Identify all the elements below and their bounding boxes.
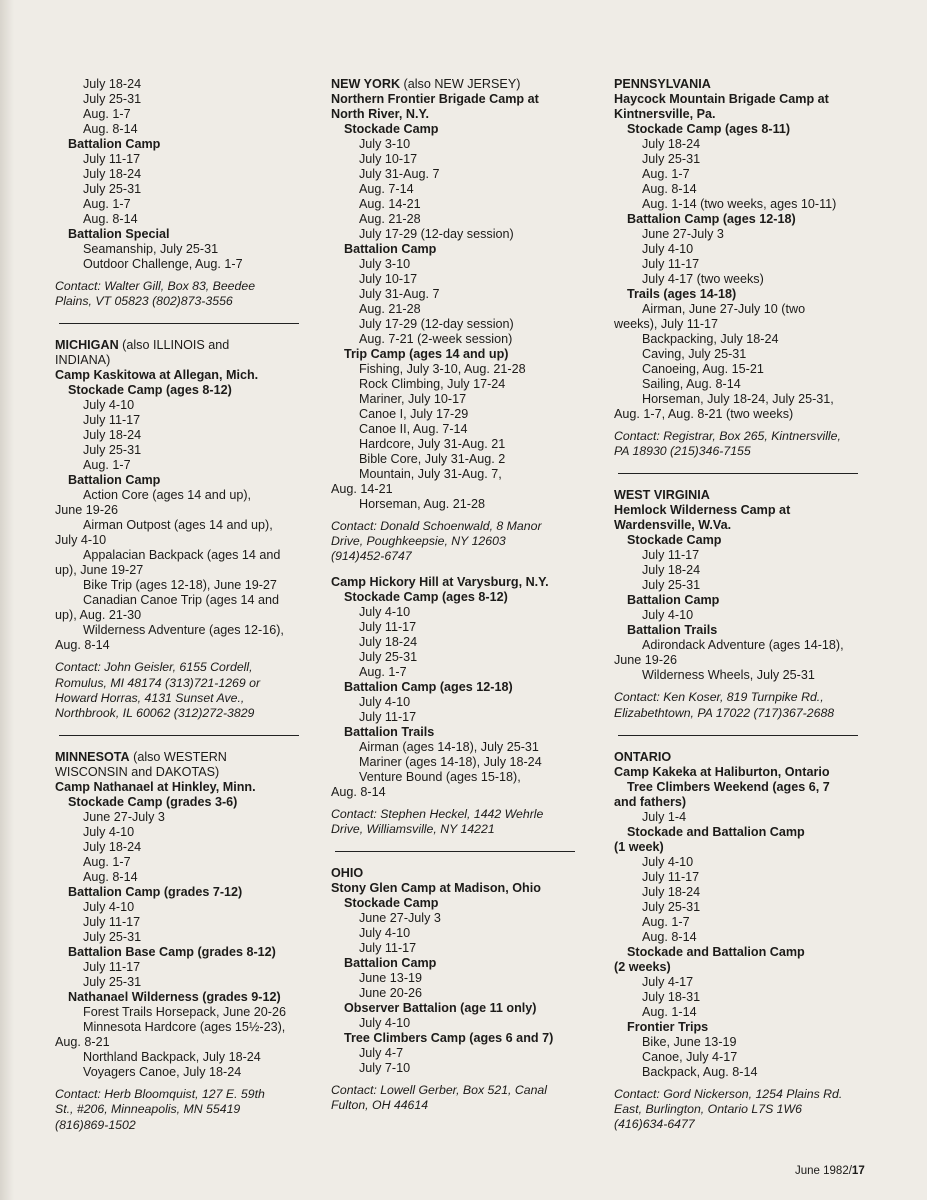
schedule-line: July 11-17	[359, 709, 417, 724]
schedule-line: Aug. 1-14 (two weeks, ages 10-11)	[642, 197, 837, 211]
schedule-line: June 20-26	[359, 986, 423, 1001]
schedule-line: up), Aug. 21-30	[55, 608, 142, 623]
page-edge	[0, 0, 14, 1200]
schedule-line: Mountain, July 31-Aug. 7,	[359, 467, 502, 481]
camp-name: Camp Kakeka at Haliburton, Ontario	[614, 764, 830, 779]
schedule-line: WISCONSIN and DAKOTAS)	[55, 765, 220, 780]
contact-info: Contact: John Geisler, 6155 Cordell, Romulus, MI 48174 (313)721-1269 or Howard Horras, 4131 Sunset Ave., Northbrook, IL 60062 (312)272-3829	[55, 660, 261, 721]
section-divider	[335, 851, 575, 852]
program-heading: Nathanael Wilderness (grades 9-12)	[68, 990, 281, 1005]
schedule-line: weeks), July 11-17	[614, 317, 719, 331]
state-heading	[55, 750, 305, 765]
schedule-line: Hardcore, July 31-Aug. 21	[359, 437, 506, 451]
schedule-line: Forest Trails Horsepack, June 20-26	[83, 1005, 286, 1020]
schedule-line: July 25-31	[642, 578, 701, 593]
schedule-line: Mariner (ages 14-18), July 18-24	[359, 754, 542, 769]
schedule-line: July 18-24	[83, 428, 142, 443]
program-heading: Battalion Special	[68, 227, 170, 241]
program-heading: Stockade and Battalion Camp	[627, 944, 805, 959]
schedule-line: Aug. 1-7	[83, 855, 131, 870]
camp-name: Haycock Mountain Brigade Camp at	[614, 92, 829, 106]
schedule-line: July 17-29 (12-day session)	[359, 227, 514, 241]
camp-name: (1 week)	[614, 839, 664, 854]
schedule-line: July 25-31	[83, 92, 142, 106]
schedule-line: July 25-31	[642, 152, 701, 166]
camp-name: (2 weeks)	[614, 959, 671, 974]
camp-name: Hemlock Wilderness Camp at	[614, 503, 791, 518]
schedule-line: Voyagers Canoe, July 18-24	[83, 1065, 242, 1080]
schedule-line: Appalacian Backpack (ages 14 and	[83, 548, 281, 563]
schedule-line: July 11-17	[83, 960, 141, 975]
contact-info: Contact: Registrar, Box 265, Kintnersville, PA 18930 (215)346-7155	[614, 429, 841, 459]
schedule-line: July 4-17	[642, 974, 694, 989]
schedule-line: Horseman, Aug. 21-28	[359, 497, 486, 511]
schedule-line: July 18-24	[359, 634, 418, 649]
schedule-line: up), June 19-27	[55, 563, 144, 578]
schedule-line: Minnesota Hardcore (ages 15½-23),	[83, 1020, 286, 1035]
schedule-line: Seamanship, July 25-31	[83, 242, 219, 256]
schedule-line: Rock Climbing, July 17-24	[359, 377, 506, 391]
schedule-line: July 3-10	[359, 137, 411, 151]
schedule-line: July 11-17	[83, 413, 141, 428]
schedule-line: Canoe II, Aug. 7-14	[359, 422, 468, 436]
schedule-line: July 25-31	[83, 182, 142, 196]
state-note: (also NEW JERSEY)	[400, 77, 521, 91]
schedule-line: July 11-17	[359, 941, 417, 956]
schedule-line: July 18-31	[642, 989, 701, 1004]
schedule-line: Canoeing, Aug. 15-21	[642, 362, 764, 376]
state-heading	[331, 77, 581, 92]
schedule-line: Venture Bound (ages 15-18),	[359, 769, 521, 784]
schedule-line: July 4-10	[83, 398, 135, 413]
schedule-line: Aug. 7-14	[359, 182, 414, 196]
program-heading: Battalion Camp (ages 12-18)	[344, 679, 513, 694]
schedule-line: Aug. 1-7	[642, 914, 690, 929]
state-heading: WEST VIRGINIA	[614, 488, 710, 503]
spacer	[331, 565, 581, 575]
schedule-line: July 4-10	[359, 926, 411, 941]
section-divider	[59, 735, 299, 736]
program-heading: Observer Battalion (age 11 only)	[344, 1001, 537, 1016]
program-heading: Stockade Camp (ages 8-12)	[344, 589, 508, 604]
schedule-line: Backpacking, July 18-24	[642, 332, 779, 346]
schedule-line: Aug. 1-7	[83, 458, 131, 473]
contact-info: Contact: Gord Nickerson, 1254 Plains Rd. East, Burlington, Ontario L7S 1W6 (416)634-6477	[614, 1086, 843, 1132]
schedule-line: Aug. 7-21 (2-week session)	[359, 332, 513, 346]
schedule-line: July 4-10	[642, 854, 694, 869]
schedule-line: July 31-Aug. 7	[359, 167, 440, 181]
schedule-line: Bike, June 13-19	[642, 1034, 737, 1049]
schedule-line: Aug. 8-14	[83, 122, 138, 136]
schedule-line: Sailing, Aug. 8-14	[642, 377, 741, 391]
schedule-line: July 11-17	[642, 548, 700, 563]
camp-name: Camp Hickory Hill at Varysburg, N.Y.	[331, 574, 549, 589]
schedule-line: July 4-17 (two weeks)	[642, 272, 764, 286]
program-heading: Battalion Camp	[627, 593, 720, 608]
column-2	[331, 77, 581, 1113]
schedule-line: July 4-10	[642, 242, 694, 256]
schedule-line: Horseman, July 18-24, July 25-31,	[642, 392, 834, 406]
schedule-line: Aug. 1-7, Aug. 8-21 (two weeks)	[614, 407, 794, 421]
schedule-line: July 18-24	[83, 167, 142, 181]
contact-info: Contact: Donald Schoenwald, 8 Manor Drive, Poughkeepsie, NY 12603 (914)452-6747	[331, 519, 542, 564]
program-heading: Tree Climbers Camp (ages 6 and 7)	[344, 1031, 554, 1046]
schedule-line: Aug. 21-28	[359, 212, 421, 226]
program-heading: Stockade Camp	[344, 122, 439, 136]
camp-name: and fathers)	[614, 794, 687, 809]
camp-name: North River, N.Y.	[331, 107, 429, 121]
program-heading: Stockade and Battalion Camp	[627, 824, 805, 839]
schedule-line: July 11-17	[83, 915, 141, 930]
schedule-line: June 27-July 3	[83, 810, 165, 825]
camp-name: Northern Frontier Brigade Camp at	[331, 92, 539, 106]
schedule-line: June 19-26	[614, 653, 678, 668]
program-heading: Stockade Camp	[344, 896, 439, 911]
program-heading: Tree Climbers Weekend (ages 6, 7	[627, 779, 830, 794]
schedule-line: Aug. 1-7	[83, 107, 131, 121]
schedule-line: Bike Trip (ages 12-18), June 19-27	[83, 578, 277, 593]
schedule-line: July 18-24	[642, 563, 701, 578]
schedule-line: Aug. 14-21	[359, 197, 421, 211]
state-name: MICHIGAN	[55, 338, 119, 353]
schedule-line: Aug. 14-21	[331, 482, 393, 496]
camp-name: Camp Kaskitowa at Allegan, Mich.	[55, 368, 259, 383]
schedule-line: Aug. 1-7	[642, 167, 690, 181]
schedule-line: June 19-26	[55, 503, 119, 518]
program-heading: Battalion Trails	[627, 623, 718, 638]
schedule-line: July 4-10	[55, 533, 107, 548]
program-heading: Battalion Camp (grades 7-12)	[68, 885, 243, 900]
program-heading: Trails (ages 14-18)	[627, 287, 737, 301]
section-divider	[59, 323, 299, 324]
schedule-line: Airman (ages 14-18), July 25-31	[359, 739, 539, 754]
schedule-line: July 18-24	[642, 137, 701, 151]
schedule-line: Aug. 8-21	[55, 1035, 110, 1050]
schedule-line: July 18-24	[642, 884, 701, 899]
footer-date: June 1982/	[795, 1165, 852, 1177]
program-heading: Stockade Camp	[627, 533, 722, 548]
program-heading: Battalion Camp	[344, 956, 437, 971]
schedule-line: July 4-10	[359, 604, 411, 619]
schedule-line: Canoe I, July 17-29	[359, 407, 469, 421]
contact-info: Contact: Herb Bloomquist, 127 E. 59th St., #206, Minneapolis, MN 55419 (816)869-1502	[55, 1087, 265, 1132]
schedule-line: Aug. 21-28	[359, 302, 421, 316]
state-heading: OHIO	[331, 866, 364, 881]
schedule-line: Aug. 1-7	[83, 197, 131, 211]
schedule-line: June 27-July 3	[359, 911, 441, 926]
schedule-line: Aug. 1-14	[642, 1004, 697, 1019]
program-heading: Stockade Camp (ages 8-11)	[627, 122, 791, 136]
schedule-line: Caving, July 25-31	[642, 347, 747, 361]
contact-info: Contact: Walter Gill, Box 83, Beedee Plains, VT 05823 (802)873-3556	[55, 279, 256, 309]
schedule-line: Mariner, July 10-17	[359, 392, 467, 406]
schedule-line: July 4-10	[359, 694, 411, 709]
schedule-line: Airman, June 27-July 10 (two	[642, 302, 806, 316]
schedule-line: July 10-17	[359, 272, 418, 286]
schedule-line: Backpack, Aug. 8-14	[642, 1064, 758, 1079]
schedule-line: Bible Core, July 31-Aug. 2	[359, 452, 506, 466]
state-heading	[55, 338, 305, 353]
state-heading: PENNSYLVANIA	[614, 77, 711, 91]
program-heading: Battalion Base Camp (grades 8-12)	[68, 945, 276, 960]
schedule-line: Wilderness Wheels, July 25-31	[642, 668, 815, 683]
program-heading: Stockade Camp (grades 3-6)	[68, 795, 238, 810]
schedule-line: Wilderness Adventure (ages 12-16),	[83, 623, 284, 638]
schedule-line: July 18-24	[83, 840, 142, 855]
schedule-line: Canoe, July 4-17	[642, 1049, 738, 1064]
schedule-line: Aug. 8-14	[331, 784, 386, 799]
schedule-line: Aug. 8-14	[642, 182, 697, 196]
schedule-line: July 4-10	[83, 825, 135, 840]
schedule-line: July 25-31	[359, 649, 418, 664]
camp-name: Camp Nathanael at Hinkley, Minn.	[55, 780, 256, 795]
column-3	[614, 77, 869, 1132]
schedule-line: July 25-31	[83, 975, 142, 990]
program-heading: Battalion Camp	[344, 242, 437, 256]
column-1	[55, 77, 305, 1133]
schedule-line: Canadian Canoe Trip (ages 14 and	[83, 593, 280, 608]
schedule-line: June 13-19	[359, 971, 423, 986]
contact-info: Contact: Stephen Heckel, 1442 Wehrle Drive, Williamsville, NY 14221	[331, 806, 544, 836]
program-heading: Stockade Camp (ages 8-12)	[68, 383, 232, 398]
schedule-line: July 1-4	[642, 809, 687, 824]
schedule-line: July 10-17	[359, 152, 418, 166]
schedule-line: Outdoor Challenge, Aug. 1-7	[83, 257, 243, 271]
schedule-line: July 25-31	[83, 443, 142, 458]
schedule-line: July 17-29 (12-day session)	[359, 317, 514, 331]
schedule-line: Northland Backpack, July 18-24	[83, 1050, 261, 1065]
schedule-line: Airman Outpost (ages 14 and up),	[83, 518, 273, 533]
schedule-line: July 11-17	[642, 257, 700, 271]
program-heading: Battalion Camp (ages 12-18)	[627, 212, 796, 226]
schedule-line: July 4-10	[83, 900, 135, 915]
schedule-line: Aug. 8-14	[55, 638, 110, 653]
program-heading: Frontier Trips	[627, 1019, 709, 1034]
state-name: NEW YORK	[331, 77, 401, 91]
schedule-line: July 4-10	[359, 1016, 411, 1031]
schedule-line: Fishing, July 3-10, Aug. 21-28	[359, 362, 526, 376]
contact-info: Contact: Ken Koser, 819 Turnpike Rd., Elizabethtown, PA 17022 (717)367-2688	[614, 690, 835, 720]
schedule-line: July 11-17	[83, 152, 141, 166]
schedule-line: July 18-24	[83, 77, 142, 91]
page-number: 17	[851, 1165, 865, 1177]
schedule-line: June 27-July 3	[642, 227, 724, 241]
schedule-line: July 11-17	[359, 619, 417, 634]
schedule-line: INDIANA)	[55, 353, 111, 368]
schedule-line: July 25-31	[83, 930, 142, 945]
state-note: (also ILLINOIS and	[118, 338, 230, 353]
state-name: MINNESOTA	[55, 750, 130, 765]
schedule-line: July 7-10	[359, 1061, 411, 1076]
section-divider	[618, 473, 858, 474]
program-heading: Battalion Camp	[68, 137, 161, 151]
program-heading: Battalion Trails	[344, 724, 435, 739]
schedule-line: Adirondack Adventure (ages 14-18),	[642, 638, 844, 653]
page-footer	[795, 1165, 865, 1177]
schedule-line: July 4-7	[359, 1046, 404, 1061]
schedule-line: July 31-Aug. 7	[359, 287, 440, 301]
schedule-line: July 3-10	[359, 257, 411, 271]
camp-name: Kintnersville, Pa.	[614, 107, 716, 121]
program-heading: Trip Camp (ages 14 and up)	[344, 347, 509, 361]
contact-info: Contact: Lowell Gerber, Box 521, Canal Fulton, OH 44614	[331, 1083, 547, 1113]
section-divider	[618, 735, 858, 736]
schedule-line: Aug. 8-14	[642, 929, 697, 944]
schedule-line: Aug. 8-14	[83, 212, 138, 226]
program-heading: Battalion Camp	[68, 473, 161, 488]
schedule-line: July 25-31	[642, 899, 701, 914]
state-heading: ONTARIO	[614, 749, 672, 764]
schedule-line: Action Core (ages 14 and up),	[83, 488, 252, 503]
camp-name: Wardensville, W.Va.	[614, 518, 732, 533]
schedule-line: Aug. 1-7	[359, 664, 407, 679]
state-note: (also WESTERN	[129, 750, 227, 765]
camp-name: Stony Glen Camp at Madison, Ohio	[331, 881, 541, 896]
schedule-line: Aug. 8-14	[83, 870, 138, 885]
schedule-line: July 11-17	[642, 869, 700, 884]
schedule-line: July 4-10	[642, 608, 694, 623]
